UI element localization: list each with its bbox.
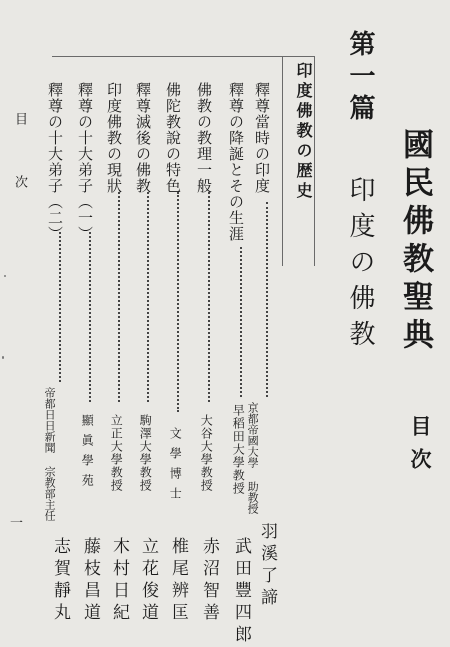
leader-dots (208, 192, 210, 402)
part-number: 第一篇 (345, 30, 375, 126)
book-title: 國民佛教聖典 (397, 128, 433, 356)
entry-author: 羽溪了諦 (257, 522, 277, 610)
entry-title: 印度佛教の現狀 (105, 82, 123, 194)
toc-border-left (282, 56, 283, 266)
part-title: 印度の佛教 (345, 176, 375, 356)
entry-affiliation: 立正大學教授 (109, 414, 124, 492)
entry-affiliation: 早稻田大學教授 (231, 404, 246, 495)
entry-title: 釋尊の十大弟子（一） (76, 82, 94, 242)
entry-title: 佛教の教理一般 (195, 82, 213, 194)
toc-entry (43, 82, 73, 625)
entry-title: 佛陀教說の特色 (164, 82, 182, 194)
entry-author: 武田豐四郎 (231, 537, 251, 647)
toc-entry (75, 82, 103, 625)
leader-dots (59, 232, 61, 382)
entry-affiliation: 駒澤大學教授 (138, 414, 153, 492)
entry-title: 釋尊の十大弟子（二） (46, 82, 64, 242)
entry-author: 赤沼智善 (199, 537, 219, 625)
toc-entry (104, 82, 132, 625)
leader-dots (240, 247, 242, 397)
page-number: 一 (10, 516, 24, 531)
entry-author: 立花俊道 (138, 537, 158, 625)
entry-affiliation: 帝都日日新聞 宗教部主任 (43, 387, 57, 521)
toc-entry (246, 82, 280, 622)
leader-dots (177, 192, 179, 412)
toc-entry (163, 82, 191, 625)
leader-dots (266, 202, 268, 397)
entry-affiliation: 文學博士 (168, 427, 183, 507)
ink-speck (2, 356, 4, 359)
leader-dots (118, 192, 120, 402)
running-head: 目次 (12, 112, 27, 238)
leader-dots (147, 192, 149, 402)
entry-title: 釋尊の降誕とその生涯 (227, 82, 245, 242)
entry-title: 釋尊滅後の佛教 (134, 82, 152, 194)
entry-affiliation: 京都帝國大學 助教授 (246, 402, 260, 514)
entry-affiliation: 顯眞學苑 (80, 414, 95, 494)
toc-border-top (282, 56, 315, 57)
contents-heading: 目次 (408, 415, 433, 481)
toc-entry (194, 82, 222, 625)
entry-affiliation: 大谷大學教授 (199, 414, 214, 492)
entry-author: 木村日紀 (109, 537, 129, 625)
section-heading: 印度佛教の歴史 (294, 62, 313, 202)
entry-author: 藤枝昌道 (80, 537, 100, 625)
leader-dots (89, 232, 91, 402)
toc-entry (226, 82, 254, 647)
entry-author: 志賀靜丸 (50, 537, 70, 625)
entry-title: 釋尊當時の印度 (253, 82, 271, 194)
entry-author: 椎尾辨匡 (168, 537, 188, 625)
ink-speck (4, 275, 6, 277)
toc-entry (133, 82, 161, 625)
toc-rule-top (52, 56, 283, 57)
